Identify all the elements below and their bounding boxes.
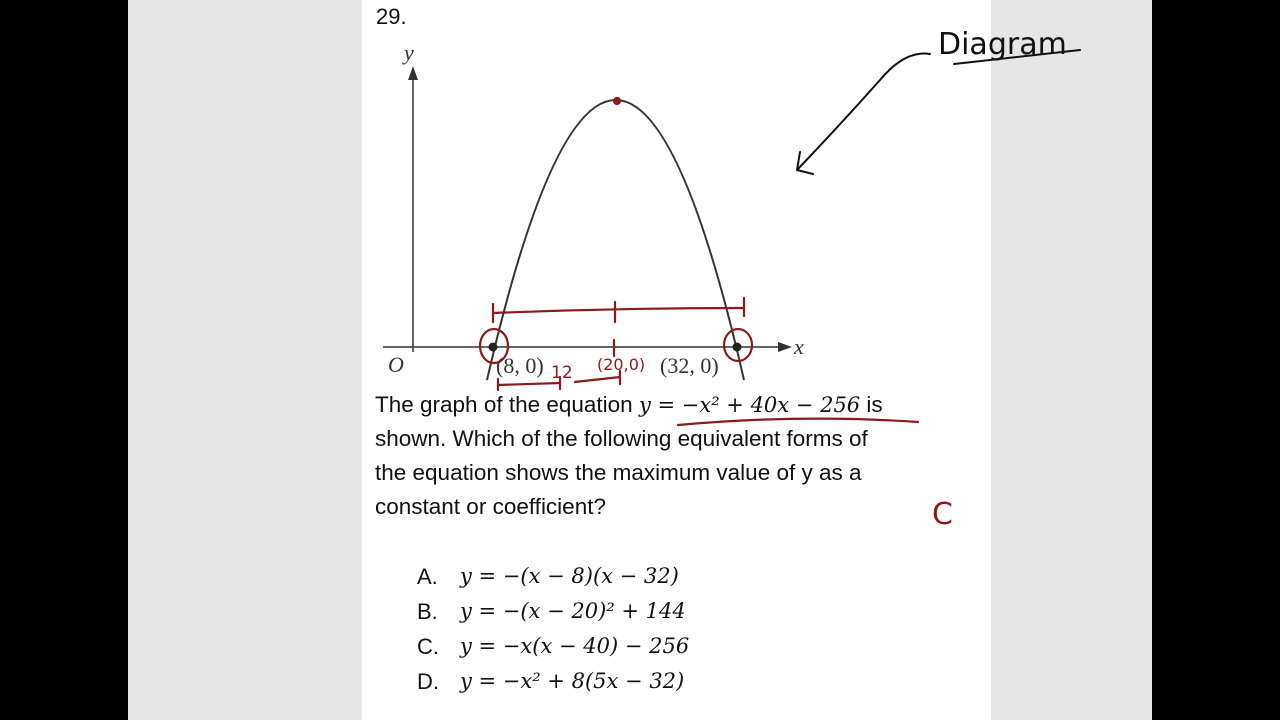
choice-a-letter[interactable]: A. bbox=[417, 564, 438, 589]
choice-b-equation[interactable]: y = −(x − 20)² + 144 bbox=[460, 599, 686, 623]
distance-note: 12 bbox=[551, 363, 573, 383]
question-text-start: The graph of the equation bbox=[375, 392, 639, 417]
diagram-arrow bbox=[797, 54, 930, 174]
root-point-right bbox=[733, 343, 742, 352]
choice-c-letter[interactable]: C. bbox=[417, 634, 439, 659]
choice-c-equation[interactable]: y = −x(x − 40) − 256 bbox=[460, 634, 690, 658]
question-line-1 bbox=[375, 392, 883, 418]
origin-label: O bbox=[388, 352, 404, 377]
choice-d-letter[interactable]: D. bbox=[417, 669, 439, 694]
span-line bbox=[493, 308, 744, 313]
choice-a-equation[interactable]: y = −(x − 8)(x − 32) bbox=[460, 564, 679, 588]
point-label-right: (32, 0) bbox=[660, 353, 719, 378]
vertex-mark bbox=[614, 98, 620, 104]
y-axis-arrow bbox=[408, 66, 418, 80]
question-equation: y = −x² + 40x − 256 bbox=[638, 393, 861, 417]
question-text-end: is bbox=[860, 392, 883, 417]
question-number: 29. bbox=[376, 4, 407, 29]
x-axis-arrow bbox=[778, 342, 792, 352]
choice-d-equation[interactable]: y = −x² + 8(5x − 32) bbox=[460, 669, 685, 693]
root-point-left bbox=[489, 343, 498, 352]
question-line-3: the equation shows the maximum value of y as a bbox=[375, 460, 862, 485]
point-label-left: (8, 0) bbox=[496, 353, 544, 378]
choice-b-letter[interactable]: B. bbox=[417, 599, 438, 624]
parabola-curve bbox=[487, 100, 744, 380]
x-axis-label: x bbox=[794, 334, 804, 359]
equation-underline bbox=[678, 419, 918, 425]
question-line-2: shown. Which of the following equivalent forms of bbox=[375, 426, 868, 451]
answer-note: C bbox=[932, 497, 953, 532]
y-axis-label: y bbox=[404, 40, 414, 65]
diagram-note: Diagram bbox=[938, 27, 1067, 62]
vertex-x-note: (20,0) bbox=[597, 355, 646, 374]
question-line-4: constant or coefficient? bbox=[375, 494, 606, 519]
